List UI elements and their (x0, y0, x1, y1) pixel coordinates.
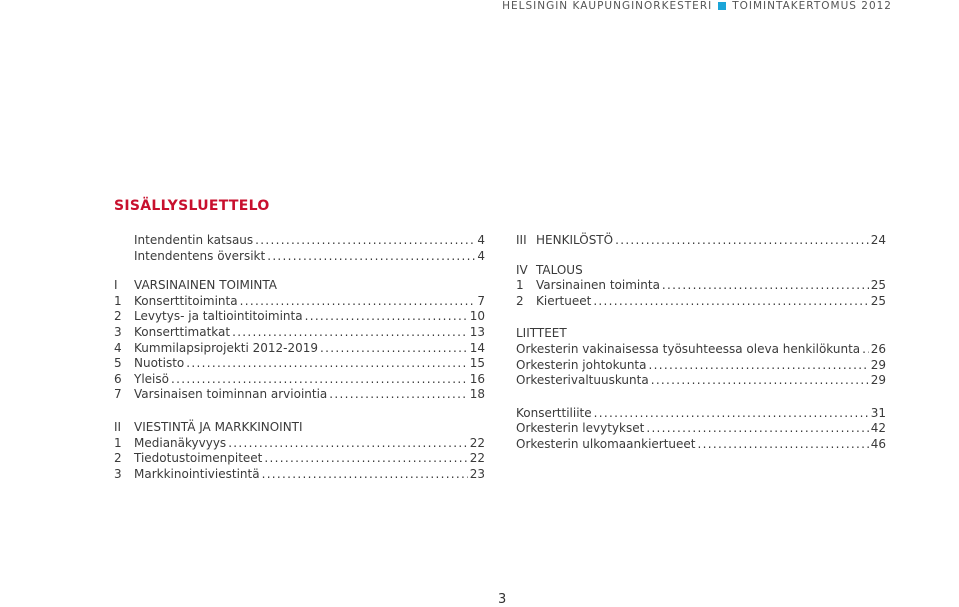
square-bullet-icon (718, 2, 726, 10)
toc-entry-label: Intendentens översikt (134, 248, 266, 263)
toc-entry[interactable]: Orkesterin levytykset ..... 42 (516, 421, 886, 437)
toc-title: SISÄLLYSLUETTELO (114, 198, 270, 214)
toc-entry[interactable]: 2 Tiedotustoimenpiteet ..... 22 (114, 451, 485, 467)
dot-leader (862, 342, 869, 358)
dot-leader (646, 421, 868, 437)
toc-entry[interactable]: 6 Yleisö ..... 16 (114, 372, 485, 388)
toc-entry-label: Intendentin katsaus (134, 233, 254, 247)
toc-entry[interactable]: Orkesterin vakinaisessa työsuhteessa oleva henkilökunta ..... 26 (516, 342, 886, 358)
toc-left-column (114, 233, 485, 482)
dot-leader (594, 406, 869, 422)
dot-leader (329, 387, 467, 403)
dot-leader (305, 309, 468, 325)
toc-entry-page: 4 (477, 248, 485, 263)
toc-entry[interactable]: 5 Nuotisto ..... 15 (114, 356, 485, 372)
toc-entry[interactable]: 3 Markkinointiviestintä ..... 23 (114, 467, 485, 483)
running-header (502, 0, 892, 12)
dot-leader (267, 249, 475, 265)
page-number: 3 (498, 592, 507, 607)
toc-entry-page: 4 (477, 233, 485, 247)
dot-leader (240, 294, 476, 310)
toc-entry[interactable]: Orkesterin johtokunta ..... 29 (516, 358, 886, 374)
toc-entry[interactable]: Konserttiliite ..... 31 (516, 406, 886, 422)
toc-right-column (516, 233, 886, 453)
section-heading: II VIESTINTÄ JA MARKKINOINTI (114, 419, 303, 434)
section-heading: I VARSINAINEN TOIMINTA (114, 278, 278, 293)
toc-entry[interactable]: III HENKILÖSTÖ ..... 24 (516, 233, 886, 249)
dot-leader (615, 233, 869, 249)
dot-leader (698, 437, 869, 453)
dot-leader (649, 358, 869, 374)
dot-leader (320, 341, 468, 357)
dot-leader (662, 278, 869, 294)
dot-leader (593, 294, 868, 310)
toc-entry[interactable]: Orkesterivaltuuskunta ..... 29 (516, 373, 886, 389)
toc-entry[interactable] (114, 233, 485, 249)
dot-leader (228, 436, 468, 452)
toc-entry[interactable]: 2 Levytys- ja taltiointitoiminta ..... 10 (114, 309, 485, 325)
dot-leader (264, 451, 467, 467)
toc-entry[interactable]: 1 Medianäkyvyys ..... 22 (114, 436, 485, 452)
dot-leader (651, 373, 869, 389)
toc-entry[interactable]: 7 Varsinaisen toiminnan arviointia ..... 18 (114, 387, 485, 403)
toc-entry[interactable] (114, 249, 485, 265)
dot-leader (186, 356, 467, 372)
dot-leader (232, 325, 468, 341)
dot-leader (255, 233, 475, 249)
section-heading: LIITTEET (516, 326, 567, 341)
toc-entry[interactable]: Orkesterin ulkomaankiertueet ..... 46 (516, 437, 886, 453)
header-report: TOIMINTAKERTOMUS 2012 (732, 0, 892, 12)
toc-entry[interactable]: 3 Konserttimatkat ..... 13 (114, 325, 485, 341)
toc-entry[interactable]: 1 Varsinainen toiminta ..... 25 (516, 278, 886, 294)
header-org: HELSINGIN KAUPUNGINORKESTERI (502, 0, 713, 12)
toc-entry[interactable]: 1 Konserttitoiminta ..... 7 (114, 294, 485, 310)
toc-entry[interactable]: 4 Kummilapsiprojekti 2012-2019 ..... 14 (114, 341, 485, 357)
section-heading: IV TALOUS (516, 262, 583, 277)
dot-leader (171, 372, 468, 388)
dot-leader (262, 467, 468, 483)
toc-entry[interactable]: 2 Kiertueet ..... 25 (516, 294, 886, 310)
